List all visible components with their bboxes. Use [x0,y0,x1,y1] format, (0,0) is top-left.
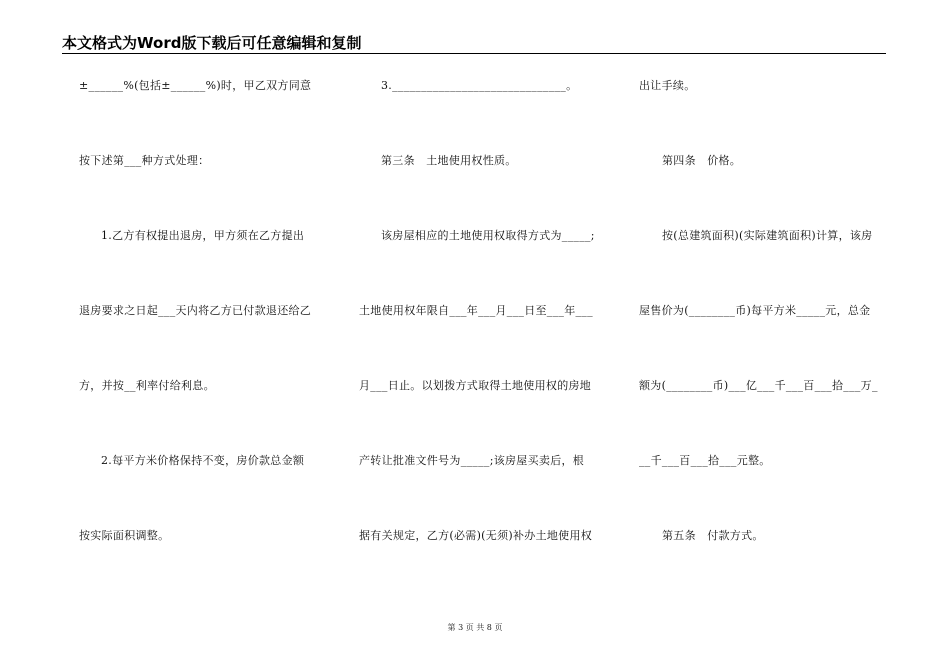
text-line: 第五条 付款方式。 [662,529,764,542]
text-line: 2.每平方米价格保持不变，房价款总金额 [101,454,305,467]
text-line: 按下述第___种方式处理： [79,154,210,167]
page-number: 第 3 页 共 8 页 [447,623,503,632]
text-line: 1.乙方有权提出退房，甲方须在乙方提出 [101,229,305,242]
text-line: __千___百___拾___元整。 [639,454,771,467]
text-line: 屋售价为(________币)每平方米_____元，总金 [639,304,871,317]
text-line: 产转让批准文件号为_____;该房屋买卖后，根 [359,454,585,467]
text-line: 方，并按__利率付给利息。 [79,379,215,392]
text-line: 按实际面积调整。 [79,529,170,542]
document-header: 本文格式为Word版下载后可任意编辑和复制 [62,34,362,52]
text-line: 3.______________________________。 [381,79,578,92]
text-line: 据有关规定，乙方(必需)(无须)补办土地使用权 [359,529,593,542]
text-line: 第三条 土地使用权性质。 [381,154,517,167]
text-line: 月___日止。以划拨方式取得土地使用权的房地 [359,379,592,392]
text-line: 该房屋相应的土地使用权取得方式为_____; [381,229,595,242]
text-line: 土地使用权年限自___年___月___日至___年___ [359,304,593,317]
header-divider [62,53,886,54]
text-line: ±______%(包括±______%)时，甲乙双方同意 [79,79,312,92]
text-line: 额为(________币)___亿___千___百___拾___万_ [639,379,878,392]
text-line: 出让手续。 [639,79,696,92]
text-line: 按(总建筑面积)(实际建筑面积)计算，该房 [662,229,873,242]
text-line: 退房要求之日起___天内将乙方已付款退还给乙 [79,304,312,317]
text-line: 第四条 价格。 [662,154,742,167]
